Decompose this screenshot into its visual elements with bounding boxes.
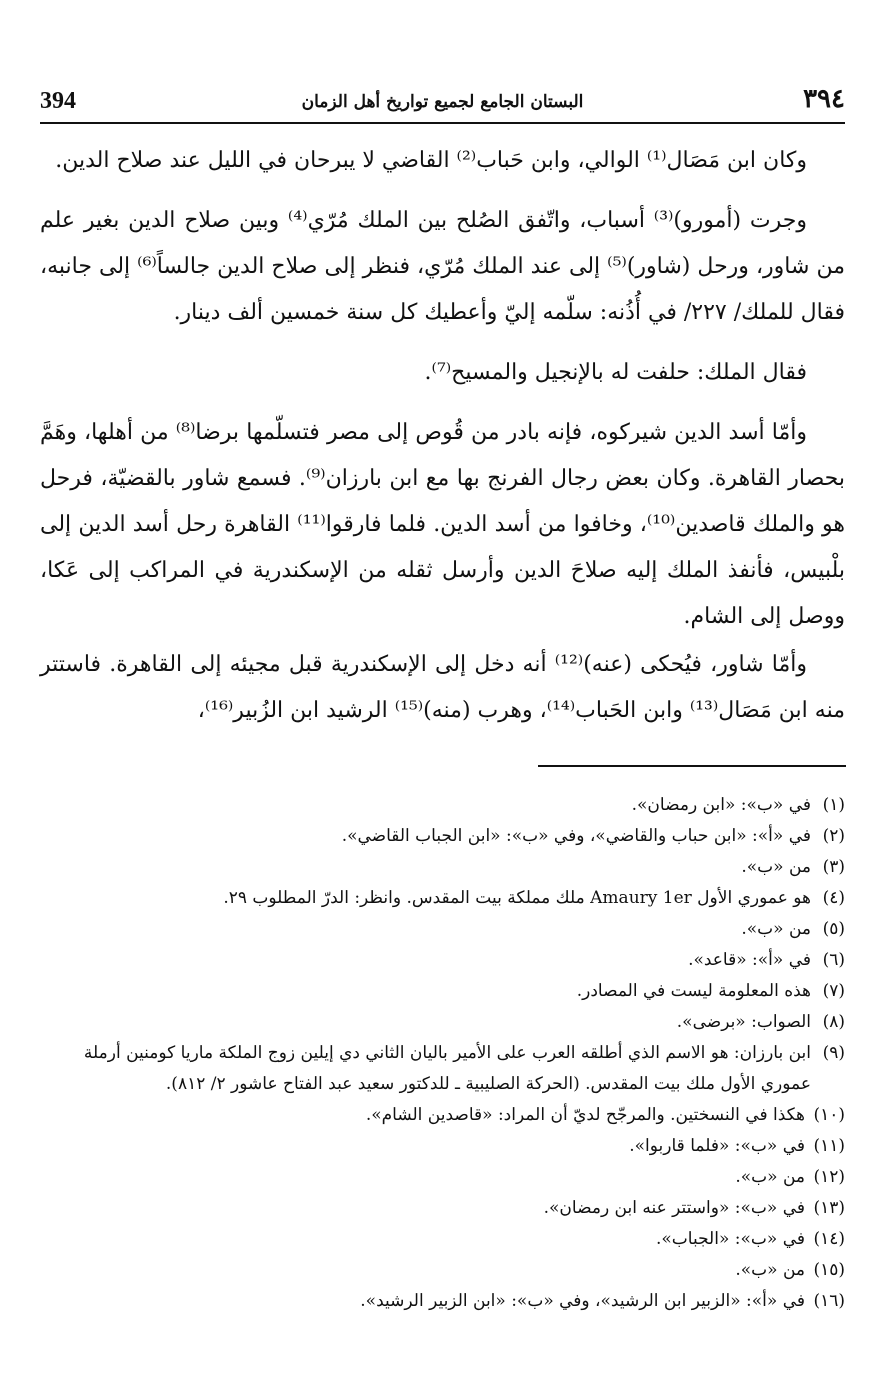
paragraph: وكان ابن مَصَال⁽¹⁾ الوالي، وابن حَباب⁽²⁾ القاضي لا يبرحان في الليل عند صلاح الدين. [55,148,807,173]
footnote [40,821,845,852]
footnote-number: (٩) [822,1043,845,1063]
footnote [40,976,845,1007]
footnote-text: في «أ»: «ابن حباب والقاضي»، وفي «ب»: «ابن الجباب القاضي». [341,826,811,846]
footnote-text: من «ب». [735,1260,805,1280]
page-number-latin: 394 [40,88,76,114]
page-header [40,84,845,124]
paragraph: وأمّا أسد الدين شيركوه، فإنه بادر من قُوص إلى مصر فتسلّمها برضا⁽⁸⁾ من أهلها، وهَمَّ بحصار القاهرة. وكان بعض رجال الفرنج بها مع ابن بارزان⁽⁹⁾. فسمع شاور بالقضيّة، فرحل هو والملك قاصدين⁽¹⁰⁾، وخافوا من أسد الدين. فلما فارقوا⁽¹¹⁾ القاهرة رحل أسد الدين إلى بلْبيس، فأنفذ الملك إليه صلاحَ الدين وأرسل ثقله من الإسكندرية في المراكب إلى عَكا، ووصل إلى الشام. [40,420,845,629]
footnote [40,1007,845,1038]
footnote-number: (١٥) [813,1260,845,1280]
footnote-text: في «ب»: «الجباب». [655,1229,805,1249]
footnote-text: في «أ»: «قاعد». [688,950,811,970]
footnote-text: ابن بارزان: هو الاسم الذي أطلقه العرب على الأمير باليان الثاني دي إيلين زوج الملكة ماريا كومنين أرملة عموري الأول ملك بيت المقدس. (الحركة الصليبية ـ للدكتور سعيد عبد الفتاح عاشور ٢/ ٨١٢). [83,1043,811,1094]
footnote-number: (١٤) [813,1229,845,1249]
footnote-number: (٧) [822,981,845,1001]
footnote-text: من «ب». [741,857,811,877]
footnote-number: (٤) [822,888,845,908]
paragraph: وأمّا شاور، فيُحكى (عنه)⁽¹²⁾ أنه دخل إلى الإسكندرية قبل مجيئه إلى القاهرة. فاستتر منه ابن مَصَال⁽¹³⁾ وابن الحَباب⁽¹⁴⁾، وهرب (منه)⁽¹⁵⁾ الرشيد ابن الزُبير⁽¹⁶⁾، [40,652,845,723]
footnote [40,1162,845,1193]
footnote [40,1224,845,1255]
main-text [40,138,845,748]
footnote [40,1131,845,1162]
footnote [40,1100,845,1131]
running-title: البستان الجامع لجميع تواريخ أهل الزمان [301,92,584,112]
footnote-number: (١١) [813,1136,845,1156]
footnote-text: من «ب». [735,1167,805,1187]
footnote [40,1038,845,1100]
footnote [40,1193,845,1224]
footnote-number: (٢) [822,826,845,846]
footnote-separator [538,765,846,767]
paragraph: فقال الملك: حلفت له بالإنجيل والمسيح⁽⁷⁾. [424,360,807,385]
footnote [40,945,845,976]
paragraph: وجرت (أمورو)⁽³⁾ أسباب، واتّفق الصُلح بين الملك مُرّي⁽⁴⁾ وبين صلاح الدين بغير علم من شاور، ورحل (شاور)⁽⁵⁾ إلى عند الملك مُرّي، فنظر إلى صلاح الدين جالساً⁽⁶⁾ إلى جانبه، فقال للملك/ ٢٢٧/ في أُذُنه: سلّمه إليّ وأعطيك كل سنة خمسين ألف دينار. [40,208,845,325]
footnote-number: (١٢) [813,1167,845,1187]
footnote-text: هذه المعلومة ليست في المصادر. [576,981,811,1001]
footnote-text: من «ب». [741,919,811,939]
footnote-number: (٦) [822,950,845,970]
footnote [40,914,845,945]
footnote-number: (٣) [822,857,845,877]
footnote-number: (١٦) [813,1291,845,1311]
footnote-text: هكذا في النسختين. والمرجّح لديّ أن المراد: «قاصدين الشام». [365,1105,805,1125]
footnote-text: هو عموري الأول Amaury 1er ملك مملكة بيت المقدس. وانظر: الدرّ المطلوب ٢٩. [223,888,811,908]
footnotes [40,790,845,1317]
footnote-text: في «أ»: «الزبير ابن الرشيد»، وفي «ب»: «ابن الزبير الرشيد». [360,1291,805,1311]
footnote-number: (١) [822,795,845,815]
footnote-number: (١٣) [813,1198,845,1218]
footnote [40,883,845,914]
footnote-text: الصواب: «برضى». [676,1012,811,1032]
footnote-number: (١٠) [813,1105,845,1125]
footnote [40,790,845,821]
footnote-number: (٥) [822,919,845,939]
footnote-number: (٨) [822,1012,845,1032]
footnote-text: في «ب»: «واستتر عنه ابن رمضان». [543,1198,805,1218]
footnote-text: في «ب»: «فلما قاربوا». [629,1136,805,1156]
footnote [40,852,845,883]
footnote [40,1286,845,1317]
page-number-arabic: ٣٩٤ [803,84,845,114]
footnote [40,1255,845,1286]
footnote-text: في «ب»: «ابن رمضان». [631,795,811,815]
